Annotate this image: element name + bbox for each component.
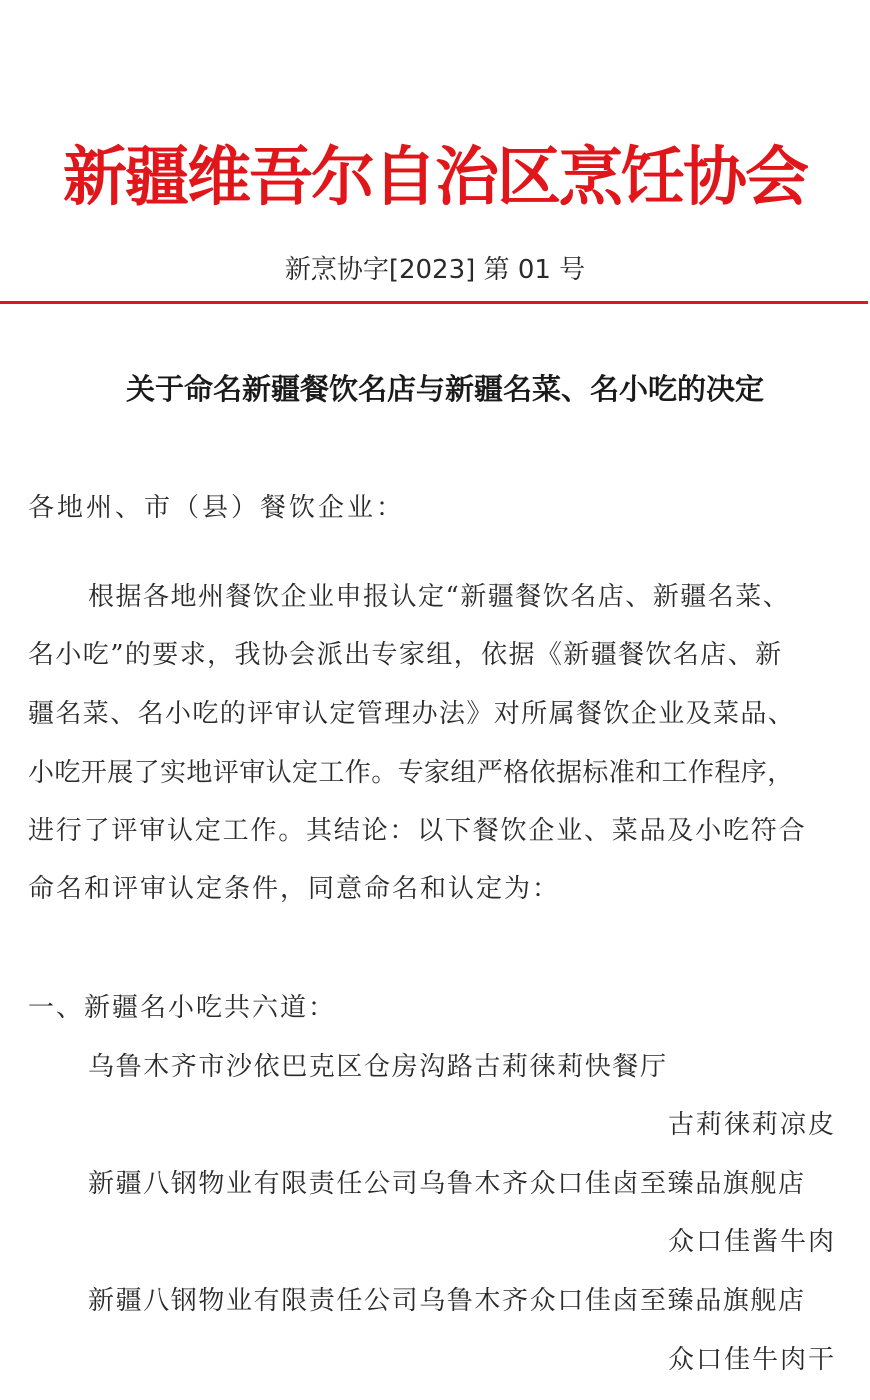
organization-letterhead: 新疆维吾尔自治区烹饪协会 <box>63 140 807 215</box>
body-line: 根据各地州餐饮企业申报认定“新疆餐饮名店、新疆名菜、 <box>88 582 791 612</box>
salutation: 各地州、市（县）餐饮企业： <box>28 493 406 523</box>
body-line: 疆名菜、名小吃的评审认定管理办法》对所属餐饮企业及菜品、 <box>28 699 796 729</box>
section-heading: 一、新疆名小吃共六道： <box>28 993 337 1023</box>
body-line: 进行了评审认定工作。其结论：以下餐饮企业、菜品及小吃符合 <box>28 816 807 846</box>
document-number: 新烹协字[2023] 第 01 号 <box>284 255 586 285</box>
entry-shop-name: 新疆八钢物业有限责任公司乌鲁木齐众口佳卤至臻品旗舰店 <box>88 1169 806 1199</box>
body-line: 名小吃”的要求，我协会派出专家组，依据《新疆餐饮名店、新 <box>28 640 783 670</box>
body-line: 命名和评审认定条件，同意命名和认定为： <box>28 874 561 904</box>
entry-dish-name: 众口佳牛肉干 <box>667 1345 836 1375</box>
red-divider-line <box>0 301 868 304</box>
document-title: 关于命名新疆餐饮名店与新疆名菜、名小吃的决定 <box>125 372 764 406</box>
entry-dish-name: 古莉徕莉凉皮 <box>667 1110 836 1140</box>
entry-shop-name: 乌鲁木齐市沙依巴克区仓房沟路古莉徕莉快餐厅 <box>88 1052 668 1082</box>
entry-dish-name: 众口佳酱牛肉 <box>667 1227 836 1257</box>
body-line: 小吃开展了实地评审认定工作。专家组严格依据标准和工作程序， <box>28 758 794 788</box>
entry-shop-name: 新疆八钢物业有限责任公司乌鲁木齐众口佳卤至臻品旗舰店 <box>88 1286 806 1316</box>
